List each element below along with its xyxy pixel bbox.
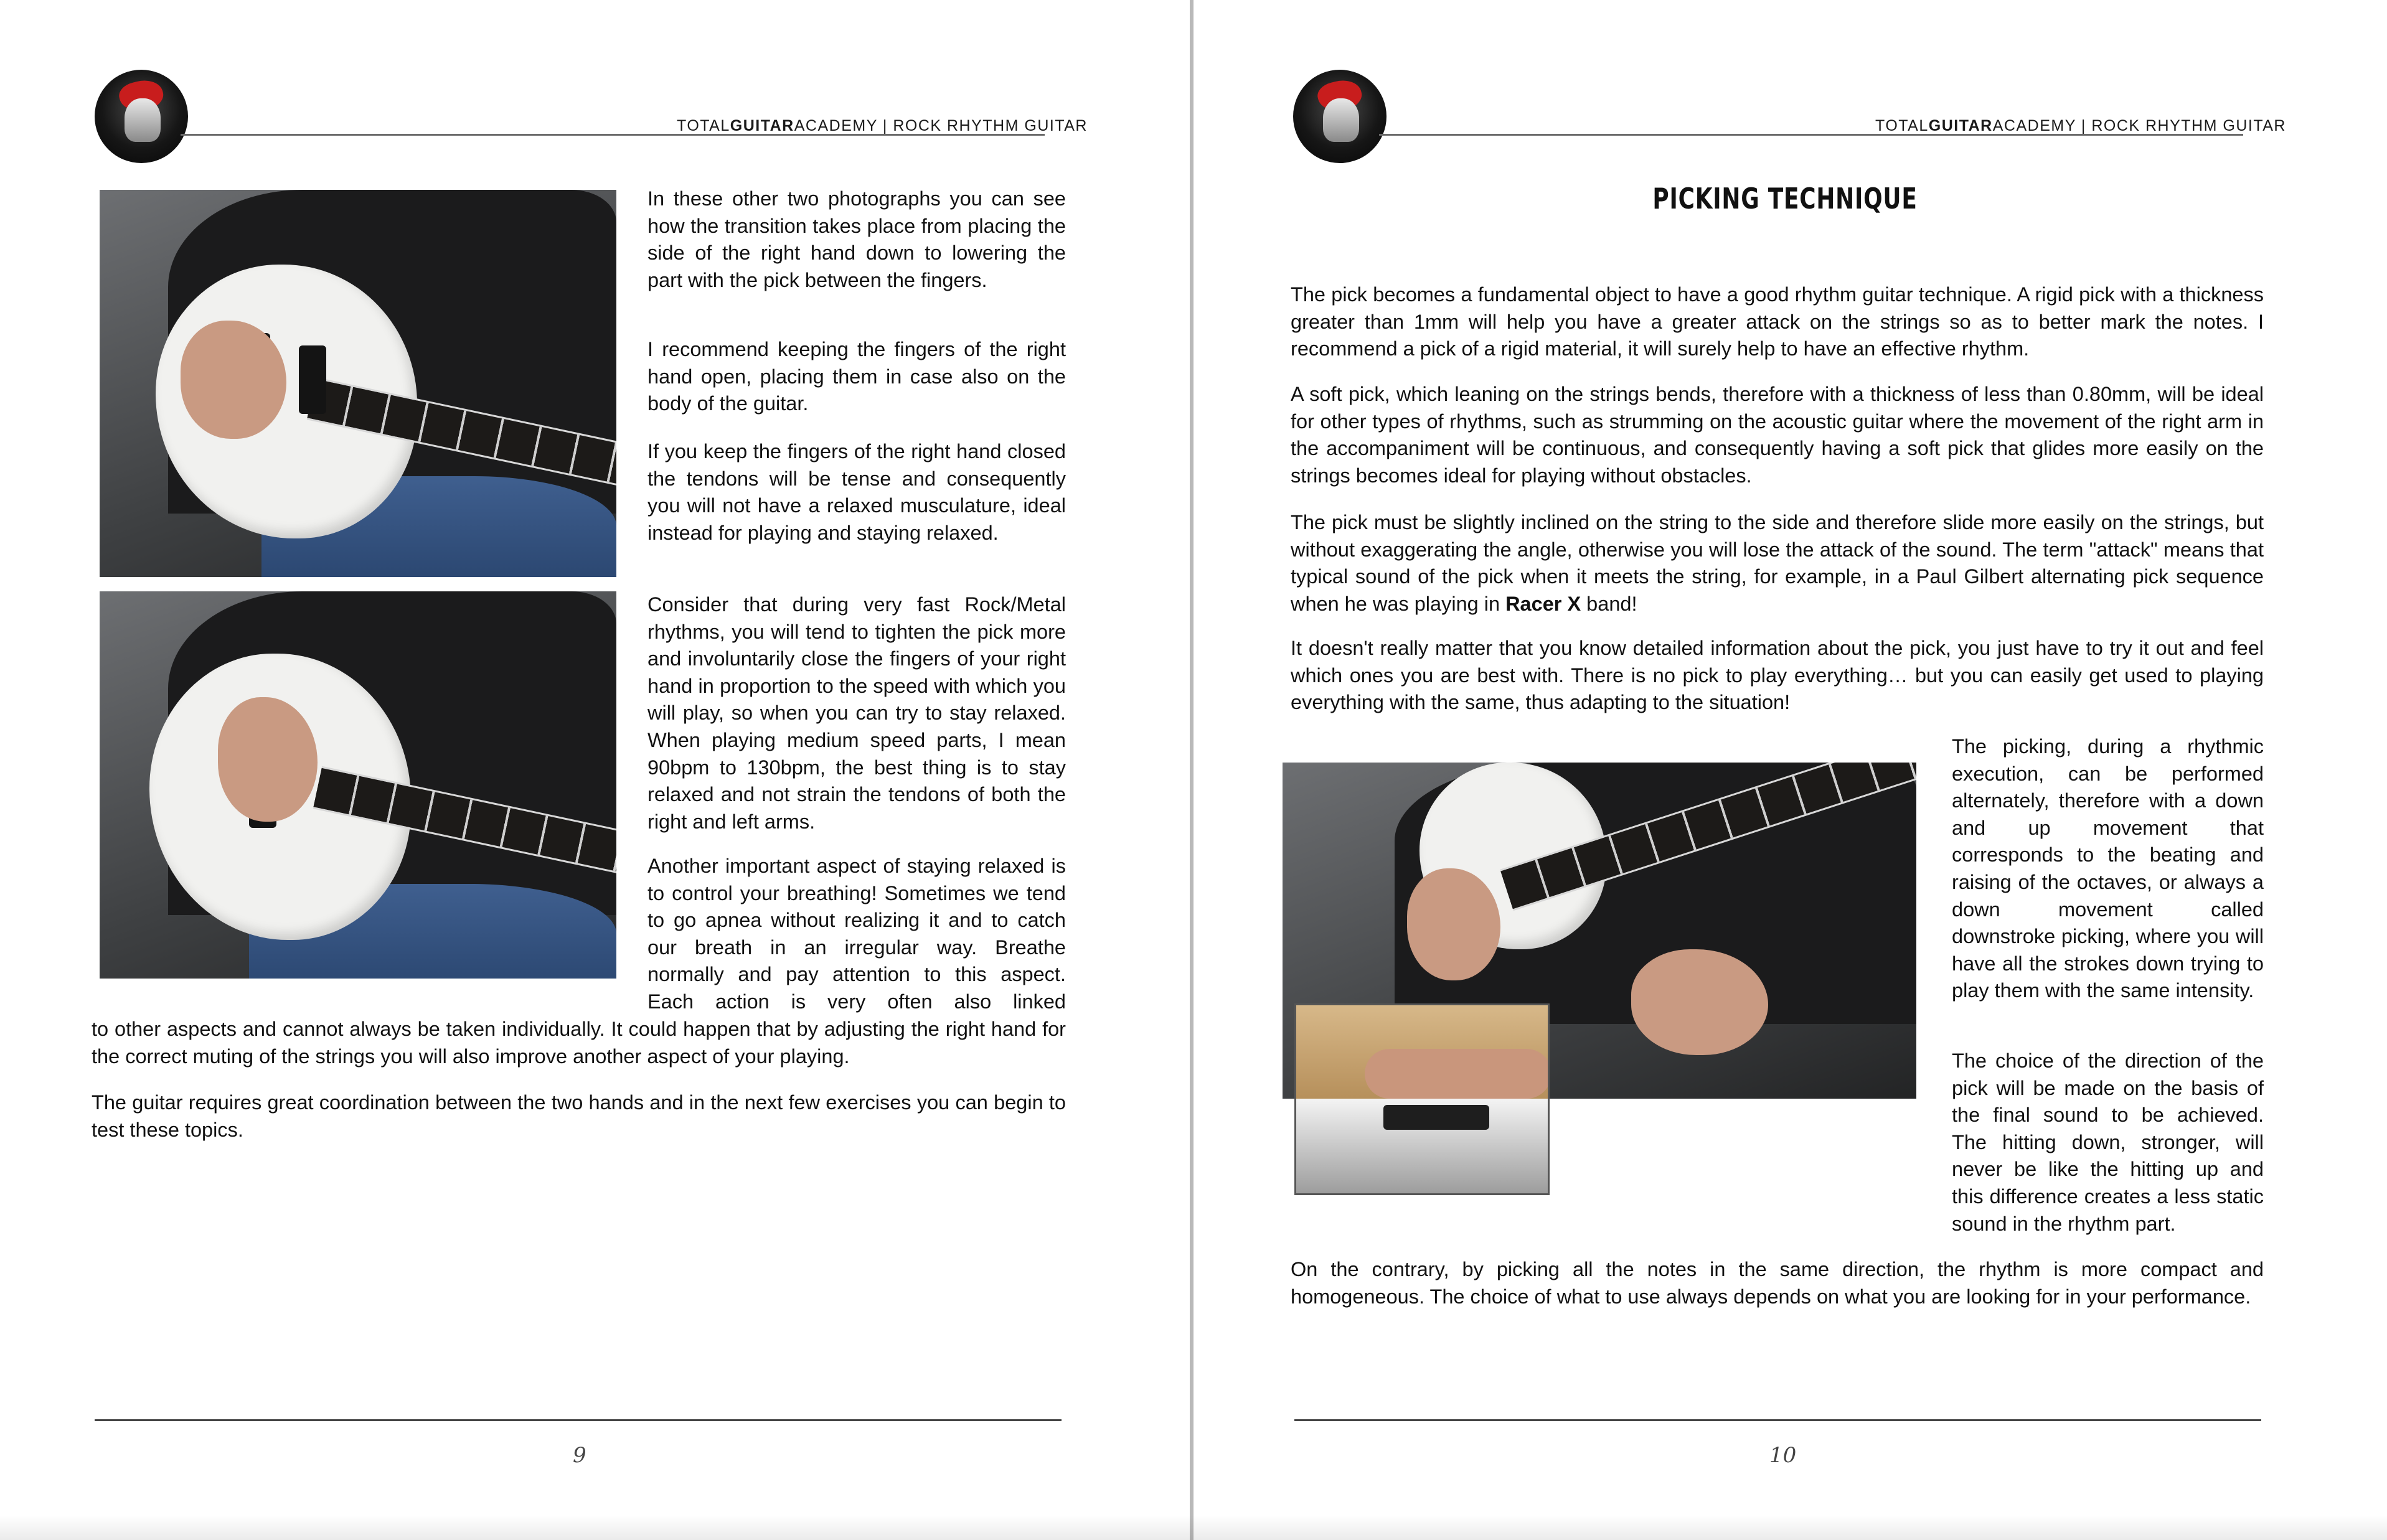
footer-rule (1294, 1419, 2261, 1421)
guitar-photo-hand-down (100, 190, 616, 577)
right-page (1194, 0, 2387, 1540)
paragraph: I recommend keeping the fingers of the right hand open, placing them in case also on the body of the guitar. (647, 338, 1066, 415)
guitar-photo-pick-lowered (100, 591, 616, 979)
page-number: 10 (1769, 1443, 1797, 1468)
paragraph: The guitar requires great coordination between the two hands and in the next few exercises you can begin to test these topics. (92, 1091, 1066, 1141)
paragraph: In these other two photographs you can see how the transition takes place from placing the side of the right hand down to lowering the part with the pick between the fingers. (647, 187, 1066, 291)
wrist-detail-photo (1294, 1003, 1550, 1195)
paragraph: The pick must be slightly inclined on the string to the side and therefore slide more easily on the strings, but without exaggerating the angle, otherwise you will lose the attack of the sound. The term "attack" means that typical sound of the pick when it meets the string, for example, in a Paul Gilbert alternating pick sequence when he was playing in Racer X band! (1291, 511, 2264, 615)
viewer-bottom-shadow (0, 1515, 2387, 1540)
paragraph: Consider that during very fast Rock/Metal rhythms, you will tend to tighten the pick more and involuntarily close the fingers of your right hand in proportion to the speed with which you will play, so when you can try to stay relaxed. When playing medium speed parts, I mean 90bpm to 130bpm, the best thing is to stay relaxed and not strain the tendons of both the right and left arms. (647, 593, 1066, 833)
paragraph: If you keep the fingers of the right hand closed the tendons will be tense and consequently you will not have a relaxed musculature, ideal instead for playing and staying relaxed. (647, 440, 1066, 544)
paragraph: The pick becomes a fundamental object to have a good rhythm guitar technique. A rigid pick with a thickness greater than 1mm will help you have a greater attack on the strings so as to better mark the notes. I recommend a pick of a rigid material, it will surely help to have an effective rhythm. (1291, 283, 2264, 360)
footer-rule (95, 1419, 1062, 1421)
academy-logo (95, 70, 188, 163)
page-title: PICKING TECHNIQUE (1652, 182, 1918, 215)
paragraph: It doesn't really matter that you know detailed information about the pick, you just have to try it out and feel which ones you are best with. There is no pick to play everything… but you can easily get used to playing everything with the same, thus adapting to the situation! (1291, 637, 2264, 714)
left-page (0, 0, 1190, 1540)
paragraph: to other aspects and cannot always be taken individually. It could happen that by adjusting the right hand for the correct muting of the strings you will also improve another aspect of your playing. (92, 1018, 1066, 1068)
running-header: TOTALGUITARACADEMY | ROCK RHYTHM GUITAR (1875, 117, 2286, 134)
paragraph: Another important aspect of staying relaxed is to control your breathing! Sometimes we tend to go apnea without realizing it and to catch our breath in an irregular way. Breathe normally and pay attention to this aspect. Each action is very often also linked (647, 855, 1066, 1013)
paragraph: The picking, during a rhythmic execution, can be performed alternately, therefore with a down and up movement that corresponds to the beating and raising of the octaves, or always a down movement called downstroke picking, where you will have all the strokes down trying to play them with the same intensity. (1952, 735, 2264, 1002)
running-header: TOTALGUITARACADEMY | ROCK RHYTHM GUITAR (677, 117, 1088, 134)
paragraph: A soft pick, which leaning on the strings bends, therefore with a thickness of less than 0.80mm, will be ideal for other types of rhythms, such as strumming on the acoustic guitar where the movement of the right arm in the accompaniment will be continuous, and consequently having a soft pick that glides more easily on the strings becomes ideal for playing without obstacles. (1291, 383, 2264, 487)
paragraph: The choice of the direction of the pick will be made on the basis of the final sound to be achieved. The hitting down, stronger, will never be like the hitting up and this difference creates a less static sound in the rhythm part. (1952, 1049, 2264, 1235)
academy-logo (1293, 70, 1387, 163)
paragraph: On the contrary, by picking all the notes in the same direction, the rhythm is more compact and homogeneous. The choice of what to use always depends on what you are looking for in your performance. (1291, 1258, 2264, 1308)
page-number: 9 (573, 1443, 586, 1468)
